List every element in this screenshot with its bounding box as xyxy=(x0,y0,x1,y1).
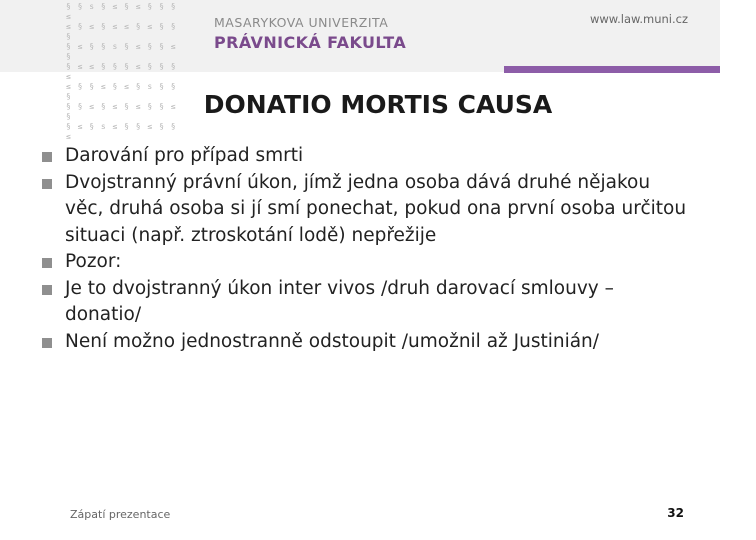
square-bullet-icon xyxy=(42,338,52,348)
bullet-text: Je to dvojstranný úkon inter vivos /druh darovací smlouvy – donatio/ xyxy=(65,277,614,325)
bullet-text: Pozor: xyxy=(65,251,122,272)
bullet-text: Darování pro případ smrti xyxy=(65,145,304,166)
page-number: 32 xyxy=(667,506,684,520)
bullet-item xyxy=(42,143,692,170)
faculty-name: PRÁVNICKÁ FAKULTA xyxy=(214,33,407,52)
university-name: MASARYKOVA UNIVERZITA xyxy=(214,15,389,30)
square-bullet-icon xyxy=(42,152,52,162)
bullet-item xyxy=(42,249,692,276)
bullet-list xyxy=(42,143,692,355)
muni-logo-pattern-icon: § § s § ≤ § ≤ § § § ≤ ≤ § ≤ § ≤ ≤ § ≤ § § § § ≤ § § s § ≤ § § ≤ § § ≤ ≤ § § § ≤ § § § ≤ ≤ § § ≤ § ≤ § s § § § § § ≤ § ≤ § ≤ § § ≤ § § ≤ § s ≤ § § ≤ § § ≤ xyxy=(66,2,177,141)
bullet-item xyxy=(42,170,692,250)
footer-text: Zápatí prezentace xyxy=(70,508,171,521)
slide-title: DONATIO MORTIS CAUSA xyxy=(203,90,553,119)
header-accent-bar xyxy=(504,66,720,73)
square-bullet-icon xyxy=(42,285,52,295)
bullet-text: Není možno jednostranně odstoupit /umožnil až Justinián/ xyxy=(65,330,600,352)
square-bullet-icon xyxy=(42,258,52,268)
bullet-text: Dvojstranný právní úkon, jímž jedna osoba dává druhé nějakou věc, druhá osoba si jí smí ponechat, pokud ona první osoba určitou situaci (např. ztroskotání lodě) nepřežije xyxy=(65,171,687,246)
website-url[interactable]: www.law.muni.cz xyxy=(589,12,688,26)
bullet-item xyxy=(42,276,692,329)
square-bullet-icon xyxy=(42,179,52,189)
bullet-item xyxy=(42,329,692,356)
